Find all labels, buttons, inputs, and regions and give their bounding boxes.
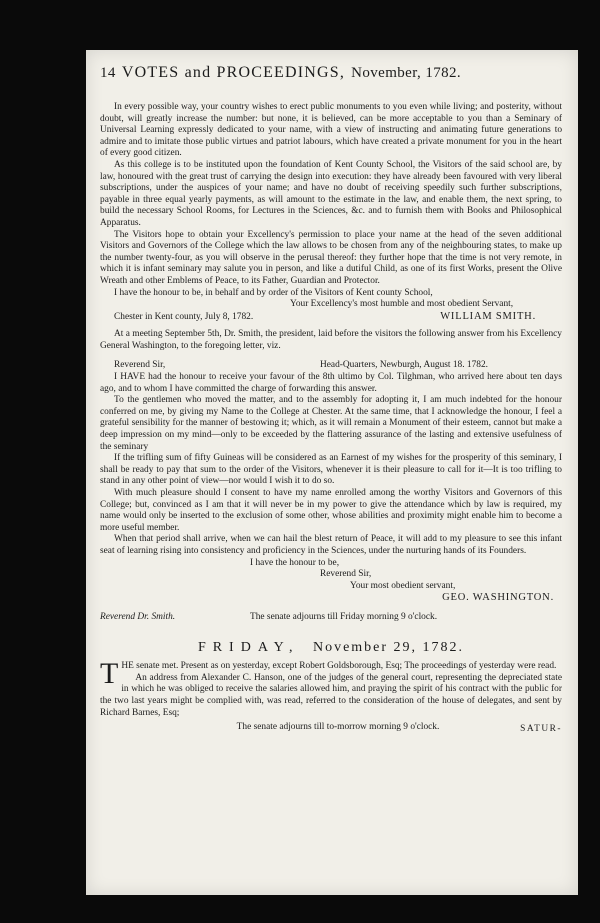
friday-heading <box>100 639 562 655</box>
reply-paragraph-1: I HAVE had the honour to receive your favour of the 8th ultimo by Col. Tilghman, who arrived here about ten days ago, and to whom I have committed the charge of forwarding this answer. <box>100 372 562 394</box>
friday-day: FRIDAY, <box>197 639 300 655</box>
header-date: November, 1782. <box>351 65 462 81</box>
washington-signature: GEO. WASHINGTON. <box>442 592 554 604</box>
drop-cap: T <box>100 657 119 691</box>
letter-place-date: Chester in Kent county, July 8, 1782. <box>114 311 254 322</box>
page-title: VOTES and PROCEEDINGS, <box>121 64 346 81</box>
document-page <box>86 50 578 895</box>
friday-paragraph-2: An address from Alexander C. Hanson, one of the judges of the general court, representing the depreciated state in which he was obliged to receive the salaries allowed him, and praying the spirit of his contract with the public for the two last years might be complied with, was read, referred to the consideration of the house of delegates, and sent by Richard Barnes, Esq; <box>100 672 562 718</box>
running-header <box>100 64 562 82</box>
reply-honour: I have the honour to be, <box>250 557 340 568</box>
letter-paragraph-1: In every possible way, your country wishes to erect public monuments to you even while living; and posterity, without doubt, will greatly increase the number: but none, it is believed, can be more acceptable to you than a Seminary of Universal Learning expressly dedicated to your name, with a view of instructing and animating future generations to admire and to imitate those public virtues and patriot labours, which have created a private monument for you in the heart of every good citizen. <box>100 102 562 159</box>
letter-signature: WILLIAM SMITH. <box>440 310 536 322</box>
letter-paragraph-2: As this college is to be instituted upon the foundation of Kent County School, the Visitors of the said school are, by law, honoured with the great trust of carrying the design into execution: they have already been favoured with very liberal subscriptions, under the auspices of your name; and have no doubt of receiving speedily such further subscriptions, payable in three equal yearly payments, as will amount to the estimate in the law, and enable them, the next spring, to build the necessary School Rooms, for Lectures in the Sciences, &c. and to furnish them with Books and Philosophical Apparatus. <box>100 159 562 228</box>
page-text <box>100 64 562 735</box>
friday-date: November 29, 1782. <box>312 639 465 655</box>
reply-headquarters: Head-Quarters, Newburgh, August 18. 1782. <box>320 360 489 371</box>
catchword: SATUR- <box>520 723 562 734</box>
reply-servant: Your most obedient servant, <box>350 580 456 591</box>
page-number: 14 <box>100 65 116 81</box>
letter-closing: Your Excellency's most humble and most obedient Servant, <box>290 299 514 310</box>
friday-adjournment: The senate adjourns till to-morrow morning 9 o'clock. <box>236 722 440 733</box>
reply-paragraph-5: When that period shall arrive, when we can hail the blest return of Peace, it will add to my pleasure to see this infant seat of learning rising into consistency and proficiency in the Sciences, under the nurturing hands of its Founders. <box>100 534 562 556</box>
letter-paragraph-3: The Visitors hope to obtain your Excellency's permission to place your name at the head of the seven additional Visitors and Governors of the College which the law allows to be chosen from any of the neighbouring states, to make up the number twenty-four, as you will observe in the perusal thereof: they further hope that the time is not very remote, in which it is infant seminary may salute you in person, and like a dutiful Child, as one of its first Works, present the Olive Wreath and other Emblems of Peace, to its Father, Guardian and Protector. <box>100 229 562 286</box>
reply-salutation-2: Reverend Sir, <box>320 569 372 580</box>
reply-salutation: Reverend Sir, <box>114 360 166 371</box>
friday-paragraph-1: THE senate met. Present as on yesterday, except Robert Goldsborough, Esq; The proceedings of yesterday were read. <box>100 657 557 691</box>
letter-paragraph-4: I have the honour to be, in behalf and by order of the Visitors of Kent county School, <box>114 287 433 298</box>
reply-paragraph-4: With much pleasure should I consent to have my name enrolled among the worthy Visitors and Governors of this College; but, convinced as I am that it will never be in my power to give the attendance which by law is required, my name would only be inserted to the exclusion of some other, whose abilities and proximity might enable him to become a more useful member. <box>100 488 562 533</box>
senate-adjournment: The senate adjourns till Friday morning 9 o'clock. <box>250 611 438 622</box>
adjournment-row <box>100 612 562 624</box>
meeting-paragraph: At a meeting September 5th, Dr. Smith, the president, laid before the visitors the following answer from his Excellency General Washington, to the foregoing letter, viz. <box>100 329 562 351</box>
reply-paragraph-2: To the gentlemen who moved the matter, and to the assembly for adopting it, I am much indebted for the honour conferred on me, by giving my Name to the College at Chester. At the same time, that I acknowledge the honour, I feel a grateful sensibility for the manner of bestowing it; which, as it will remain a Monument of their esteem, cannot but make a deep impression on my mind—only to be exceeded by the flattering assurance of the lasting and extensive usefulness of the seminary <box>100 395 562 452</box>
reply-paragraph-3: If the trifling sum of fifty Guineas will be considered as an Earnest of my wishes for the prosperity of this seminary, I shall be ready to pay that sum to the order of the Visitors, whenever it is their pleasure to call for it—It is too trifling to stand in any other point of view—nor would I wish it to do so. <box>100 453 562 487</box>
reply-addressee: Reverend Dr. Smith. <box>100 611 176 622</box>
